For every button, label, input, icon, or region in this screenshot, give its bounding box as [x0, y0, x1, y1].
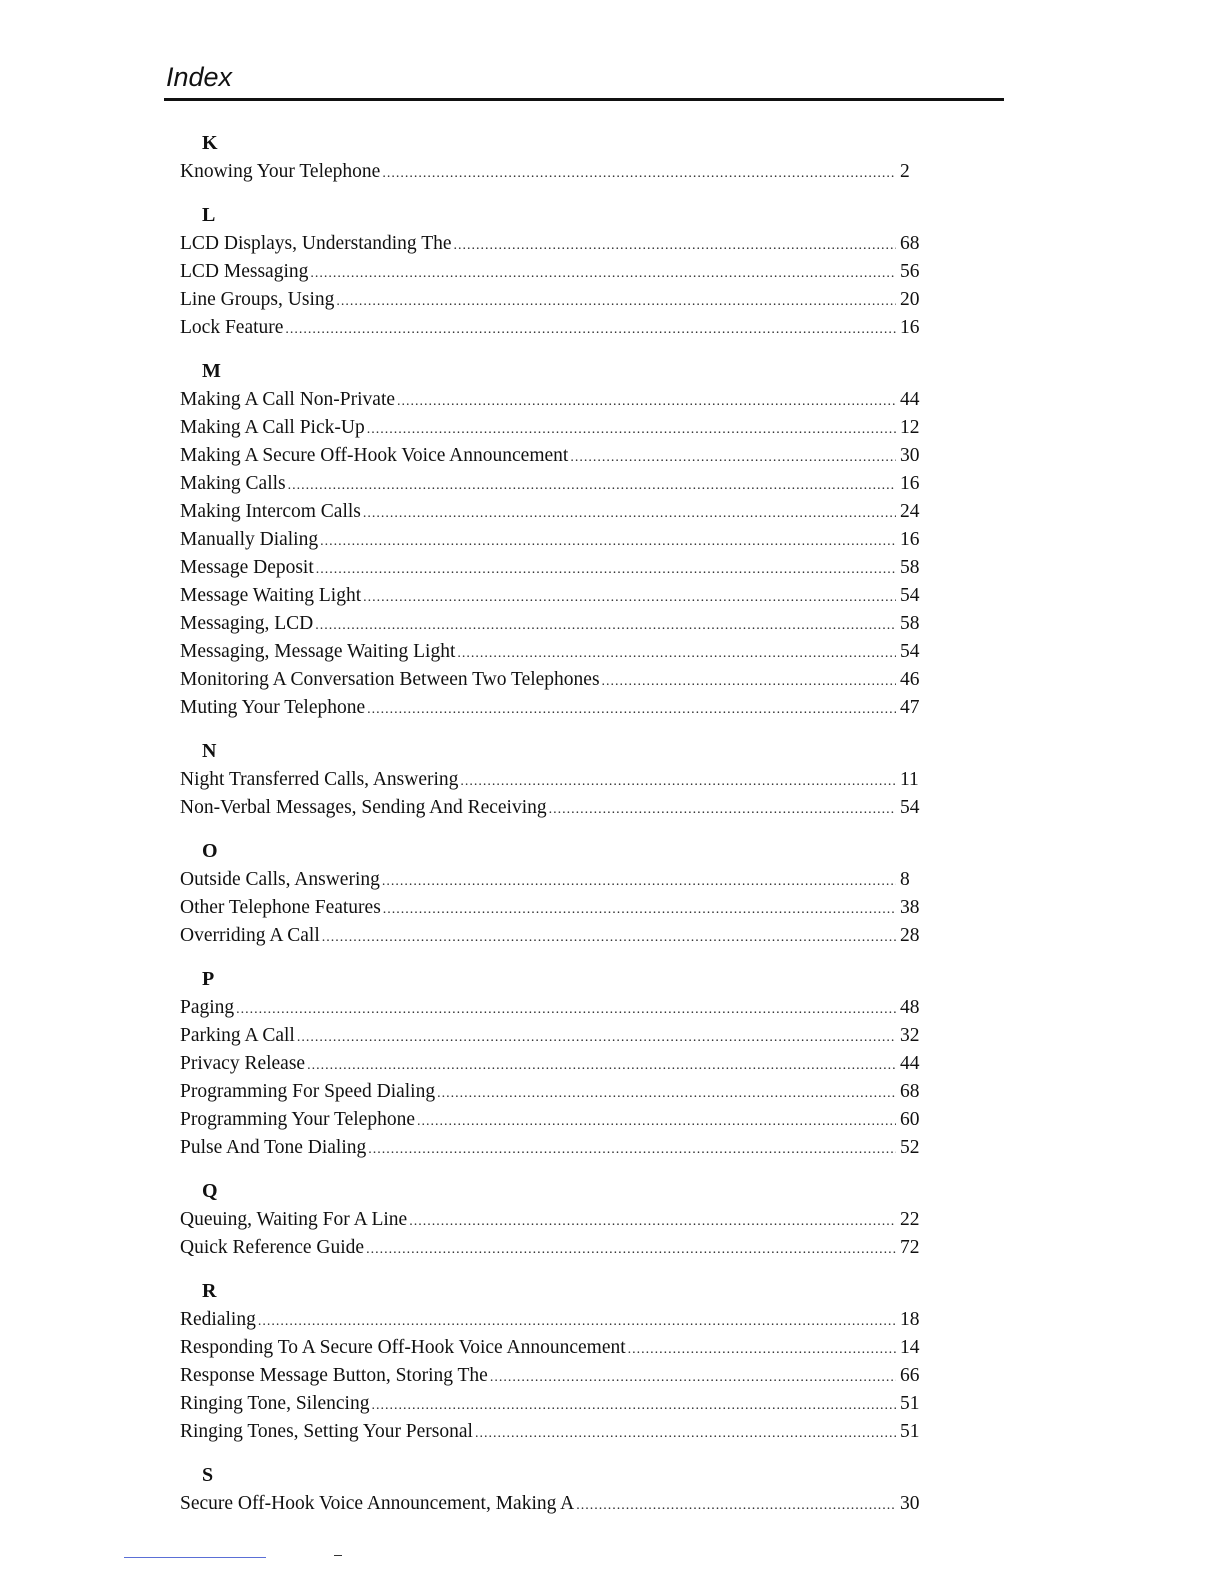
entry-page-number: 51	[900, 1421, 920, 1442]
entry-term: Response Message Button, Storing The	[180, 1365, 488, 1386]
dot-leader	[437, 1080, 896, 1108]
dot-leader	[383, 896, 896, 924]
index-entry	[180, 554, 922, 582]
entry-term: Making Calls	[180, 473, 286, 494]
index-entry	[180, 258, 922, 286]
entry-page-number: 68	[900, 1081, 920, 1102]
entry-term: Responding To A Secure Off-Hook Voice Announcement	[180, 1337, 626, 1358]
dot-leader	[288, 472, 896, 500]
entry-term: Non-Verbal Messages, Sending And Receiving	[180, 797, 547, 818]
entry-page-number: 60	[900, 1109, 920, 1130]
dot-leader	[310, 260, 896, 288]
index-entry	[180, 1334, 922, 1362]
index-entry	[180, 230, 922, 258]
dot-leader	[316, 556, 896, 584]
entry-page-number: 54	[900, 797, 920, 818]
entry-page-number: 48	[900, 997, 920, 1018]
footer-tick	[334, 1555, 342, 1556]
entry-page-number: 38	[900, 897, 920, 918]
entry-term: Night Transferred Calls, Answering	[180, 769, 459, 790]
index-entry	[180, 1050, 922, 1078]
section-letter: P	[202, 968, 215, 990]
entry-page-number: 14	[900, 1337, 920, 1358]
entry-term: Secure Off-Hook Voice Announcement, Making A	[180, 1493, 575, 1514]
entry-page-number: 47	[900, 697, 920, 718]
index-entry	[180, 1362, 922, 1390]
dot-leader	[409, 1208, 896, 1236]
entry-term: Other Telephone Features	[180, 897, 381, 918]
index-entry	[180, 1206, 922, 1234]
section-letter: L	[202, 204, 216, 226]
entry-term: Lock Feature	[180, 317, 284, 338]
dot-leader	[285, 316, 896, 344]
index-entry	[180, 314, 922, 342]
entry-term: Message Waiting Light	[180, 585, 362, 606]
entry-page-number: 8	[900, 869, 910, 890]
entry-term: LCD Messaging	[180, 261, 309, 282]
index-entry	[180, 1106, 922, 1134]
dot-leader	[367, 416, 896, 444]
entry-term: Privacy Release	[180, 1053, 306, 1074]
entry-term: Queuing, Waiting For A Line	[180, 1209, 408, 1230]
entry-page-number: 44	[900, 389, 920, 410]
index-entry	[180, 158, 922, 186]
index-list	[180, 128, 922, 1532]
index-entry	[180, 1390, 922, 1418]
entry-page-number: 68	[900, 233, 920, 254]
dot-leader	[366, 1236, 896, 1264]
index-entry	[180, 470, 922, 498]
entry-page-number: 11	[900, 769, 919, 790]
entry-term: Making A Call Non-Private	[180, 389, 396, 410]
section-letter: M	[202, 360, 221, 382]
entry-page-number: 16	[900, 317, 920, 338]
dot-leader	[363, 500, 896, 528]
index-section-k	[180, 128, 922, 186]
index-entry	[180, 1022, 922, 1050]
entry-page-number: 16	[900, 473, 920, 494]
section-letter: O	[202, 840, 218, 862]
entry-term: Programming Your Telephone	[180, 1109, 415, 1130]
entry-page-number: 72	[900, 1237, 920, 1258]
index-entry	[180, 694, 922, 722]
entry-term: LCD Displays, Understanding The	[180, 233, 452, 254]
index-entry	[180, 994, 922, 1022]
dot-leader	[368, 1136, 896, 1164]
entry-page-number: 16	[900, 529, 920, 550]
index-entry	[180, 610, 922, 638]
entry-page-number: 54	[900, 585, 920, 606]
entry-term: Ringing Tones, Setting Your Personal	[180, 1421, 473, 1442]
index-entry	[180, 1490, 922, 1518]
footer-mark	[124, 1557, 266, 1558]
index-entry	[180, 638, 922, 666]
page-header	[164, 60, 1004, 94]
dot-leader	[297, 1024, 896, 1052]
section-letter: K	[202, 132, 218, 154]
index-section-p	[180, 964, 922, 1162]
index-entry	[180, 442, 922, 470]
entry-term: Making Intercom Calls	[180, 501, 361, 522]
index-entry	[180, 894, 922, 922]
index-entry	[180, 666, 922, 694]
entry-term: Quick Reference Guide	[180, 1237, 365, 1258]
entry-page-number: 12	[900, 417, 920, 438]
dot-leader	[363, 584, 896, 612]
dot-leader	[454, 232, 896, 260]
dot-leader	[236, 996, 896, 1024]
index-entry	[180, 498, 922, 526]
index-entry	[180, 286, 922, 314]
entry-page-number: 32	[900, 1025, 920, 1046]
entry-page-number: 46	[900, 669, 920, 690]
entry-page-number: 24	[900, 501, 920, 522]
index-entry	[180, 526, 922, 554]
index-entry	[180, 1306, 922, 1334]
index-entry	[180, 794, 922, 822]
entry-term: Outside Calls, Answering	[180, 869, 380, 890]
entry-term: Monitoring A Conversation Between Two Telephones	[180, 669, 600, 690]
entry-page-number: 30	[900, 445, 920, 466]
index-entry	[180, 1078, 922, 1106]
dot-leader	[307, 1052, 896, 1080]
entry-page-number: 54	[900, 641, 920, 662]
entry-page-number: 20	[900, 289, 920, 310]
index-section-n	[180, 736, 922, 822]
dot-leader	[322, 924, 896, 952]
index-entry	[180, 1418, 922, 1446]
section-letter: S	[202, 1464, 214, 1486]
entry-page-number: 51	[900, 1393, 920, 1414]
dot-leader	[602, 668, 896, 696]
entry-page-number: 2	[900, 161, 910, 182]
dot-leader	[417, 1108, 896, 1136]
entry-page-number: 58	[900, 557, 920, 578]
entry-page-number: 52	[900, 1137, 920, 1158]
dot-leader	[397, 388, 896, 416]
dot-leader	[549, 796, 896, 824]
header-rule	[164, 98, 1004, 101]
entry-term: Messaging, LCD	[180, 613, 314, 634]
entry-page-number: 28	[900, 925, 920, 946]
entry-term: Pulse And Tone Dialing	[180, 1137, 367, 1158]
index-section-s	[180, 1460, 922, 1518]
dot-leader	[570, 444, 896, 472]
index-section-r	[180, 1276, 922, 1446]
entry-term: Messaging, Message Waiting Light	[180, 641, 456, 662]
page-title: Index	[166, 62, 233, 92]
index-entry	[180, 866, 922, 894]
dot-leader	[457, 640, 896, 668]
index-entry	[180, 582, 922, 610]
index-section-m	[180, 356, 922, 722]
entry-page-number: 66	[900, 1365, 920, 1386]
index-entry	[180, 386, 922, 414]
dot-leader	[475, 1420, 896, 1448]
entry-term: Muting Your Telephone	[180, 697, 366, 718]
entry-page-number: 58	[900, 613, 920, 634]
entry-term: Redialing	[180, 1309, 256, 1330]
entry-term: Paging	[180, 997, 235, 1018]
entry-term: Message Deposit	[180, 557, 314, 578]
dot-leader	[382, 160, 896, 188]
entry-page-number: 44	[900, 1053, 920, 1074]
section-letter: N	[202, 740, 217, 762]
dot-leader	[320, 528, 896, 556]
entry-term: Making A Call Pick-Up	[180, 417, 365, 438]
dot-leader	[315, 612, 896, 640]
entry-term: Manually Dialing	[180, 529, 319, 550]
index-entry	[180, 414, 922, 442]
dot-leader	[576, 1492, 896, 1520]
index-entry	[180, 1134, 922, 1162]
entry-page-number: 30	[900, 1493, 920, 1514]
dot-leader	[367, 696, 896, 724]
section-letter: Q	[202, 1180, 218, 1202]
entry-page-number: 18	[900, 1309, 920, 1330]
dot-leader	[490, 1364, 896, 1392]
entry-term: Ringing Tone, Silencing	[180, 1393, 370, 1414]
dot-leader	[628, 1336, 896, 1364]
dot-leader	[371, 1392, 896, 1420]
entry-term: Overriding A Call	[180, 925, 320, 946]
entry-page-number: 56	[900, 261, 920, 282]
dot-leader	[382, 868, 896, 896]
index-section-q	[180, 1176, 922, 1262]
entry-term: Parking A Call	[180, 1025, 295, 1046]
entry-term: Programming For Speed Dialing	[180, 1081, 436, 1102]
index-section-l	[180, 200, 922, 342]
index-entry	[180, 766, 922, 794]
entry-term: Knowing Your Telephone	[180, 161, 381, 182]
dot-leader	[258, 1308, 896, 1336]
section-letter: R	[202, 1280, 217, 1302]
index-entry	[180, 922, 922, 950]
dot-leader	[336, 288, 896, 316]
dot-leader	[460, 768, 896, 796]
entry-term: Line Groups, Using	[180, 289, 335, 310]
entry-page-number: 22	[900, 1209, 920, 1230]
entry-term: Making A Secure Off-Hook Voice Announcement	[180, 445, 569, 466]
index-section-o	[180, 836, 922, 950]
index-entry	[180, 1234, 922, 1262]
